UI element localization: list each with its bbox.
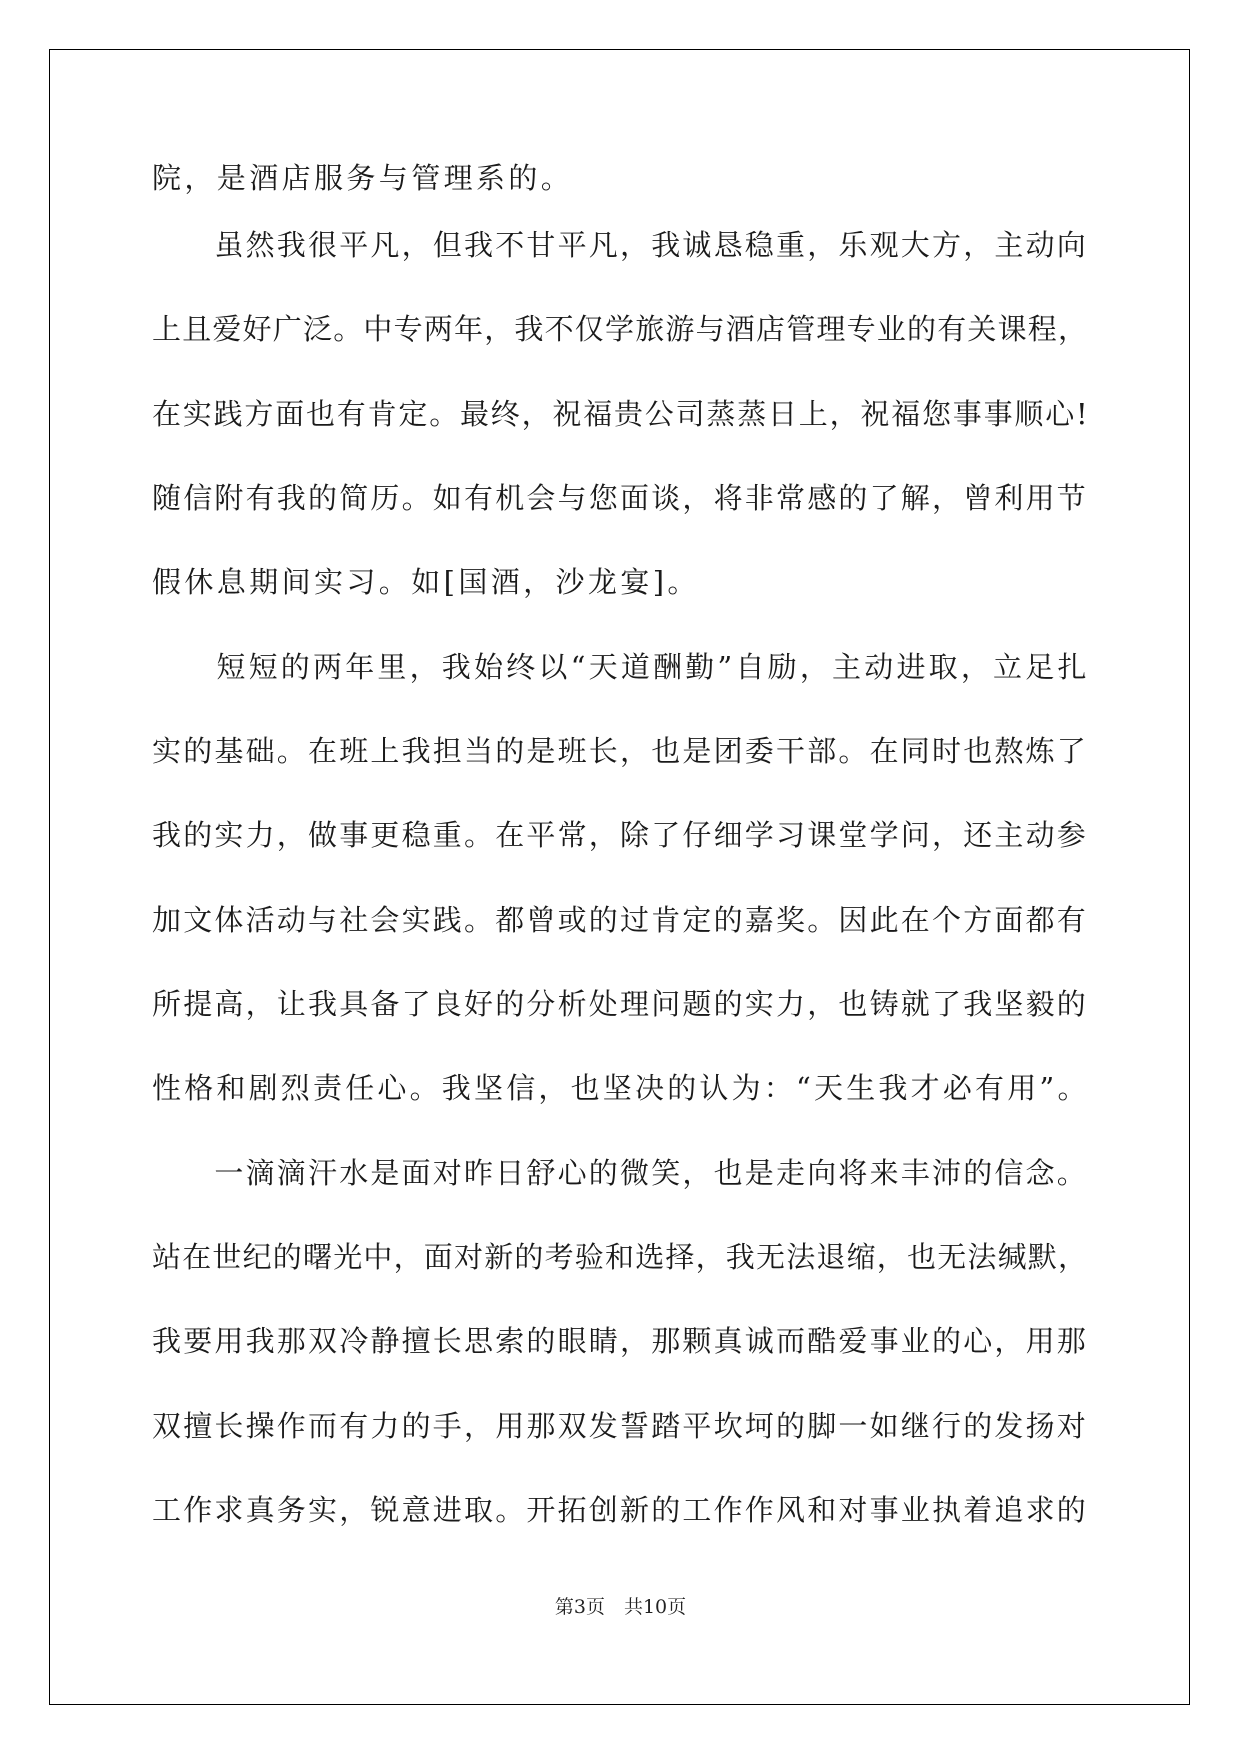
paragraph-line: 上且爱好广泛。中专两年，我不仅学旅游与酒店管理专业的有关课程，	[152, 312, 1089, 346]
paragraph-line: 假休息期间实习。如[国酒，沙龙宴]。	[152, 565, 700, 599]
paragraph-line: 所提高，让我具备了良好的分析处理问题的实力，也铸就了我坚毅的	[152, 987, 1089, 1021]
paragraph-line: 随信附有我的简历。如有机会与您面谈，将非常感的了解，曾利用节	[152, 481, 1089, 515]
paragraph-line: 性格和剧烈责任心。我坚信，也坚决的认为：“天生我才必有用”。	[152, 1071, 1090, 1105]
paragraph-line: 短短的两年里，我始终以“天道酬勤”自励，主动进取，立足扎	[152, 650, 1090, 684]
paragraph-line: 我的实力，做事更稳重。在平常，除了仔细学习课堂学问，还主动参	[152, 818, 1089, 852]
paragraph-line: 一滴滴汗水是面对昨日舒心的微笑，也是走向将来丰沛的信念。	[152, 1156, 1089, 1190]
paragraph-line: 双擅长操作而有力的手，用那双发誓踏平坎坷的脚一如继行的发扬对	[152, 1409, 1089, 1443]
page-number-footer: 第3页 共10页	[554, 1596, 687, 1618]
paragraph-line: 院，是酒店服务与管理系的。	[152, 161, 574, 195]
paragraph-line: 实的基础。在班上我担当的是班长，也是团委干部。在同时也熬炼了	[152, 734, 1089, 768]
paragraph-line: 虽然我很平凡，但我不甘平凡，我诚恳稳重，乐观大方，主动向	[152, 228, 1089, 262]
paragraph-line: 工作求真务实，锐意进取。开拓创新的工作作风和对事业执着追求的	[152, 1493, 1089, 1527]
paragraph-line: 站在世纪的曙光中，面对新的考验和选择，我无法退缩，也无法缄默，	[152, 1240, 1089, 1274]
paragraph-line: 加文体活动与社会实践。都曾或的过肯定的嘉奖。因此在个方面都有	[152, 903, 1089, 937]
page-border	[49, 49, 1190, 1705]
paragraph-line: 我要用我那双冷静擅长思索的眼睛，那颗真诚而酷爱事业的心，用那	[152, 1324, 1089, 1358]
paragraph-line: 在实践方面也有肯定。最终，祝福贵公司蒸蒸日上，祝福您事事顺心!	[152, 397, 1090, 431]
